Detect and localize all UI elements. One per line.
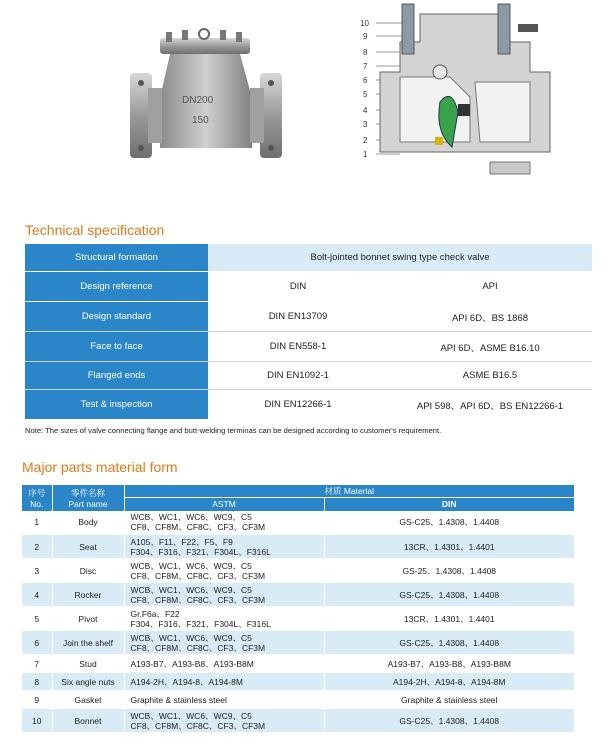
spec-value-din: DIN EN1092-1 [208, 362, 388, 389]
part-name: Pivot [52, 607, 124, 631]
tech-spec-title: Technical specification [25, 222, 165, 238]
valve-section-diagram [340, 2, 590, 180]
part-number: 3 [22, 559, 52, 583]
spec-value-din: DIN EN558-1 [208, 332, 388, 361]
astm-line-1: WCB、WC1、WC6、WC9、C5 [130, 584, 252, 595]
header-din: DIN [324, 498, 574, 511]
astm-line-1: Gr.F6a、F22 [130, 608, 180, 619]
astm-line-2: CF8、CF8M、CF8C、CF3、CF3M [130, 720, 266, 731]
table-row [22, 559, 574, 583]
astm-material [124, 709, 324, 733]
part-name: Stud [52, 655, 124, 673]
din-material: GS-25、1.4308、1.4408 [324, 559, 574, 583]
astm-line-1: WCB、WC1、WC6、WC9、C5 [130, 560, 252, 571]
astm-material [124, 691, 324, 709]
astm-material [124, 511, 324, 535]
astm-material [124, 535, 324, 559]
astm-line-1: WCB、WC1、WC6、WC9、C5 [130, 710, 252, 721]
valve-photo [120, 28, 305, 178]
table-row [22, 583, 574, 607]
astm-material [124, 631, 324, 655]
spec-value-din: DIN EN13709 [208, 302, 388, 331]
photo-text-class: 150 [192, 115, 209, 126]
spec-label: Face to face [25, 332, 208, 361]
header-name-cn: 零件名称 [70, 487, 105, 498]
astm-line-2: CF8、CF8M、CF8C、CF3、CF3M [130, 642, 266, 653]
spec-value-din: DIN [208, 272, 388, 301]
spec-row-reference [25, 272, 592, 302]
diagram-label-10: 10 [360, 19, 369, 28]
din-material: GS-C25、1.4308、1.4408 [324, 583, 574, 607]
table-row [22, 709, 574, 733]
diagram-label-9: 9 [363, 32, 368, 41]
diagram-label-3: 3 [363, 120, 368, 129]
parts-title: Major parts material form [22, 459, 178, 475]
part-name: Disc [52, 559, 124, 583]
table-row [22, 691, 574, 709]
table-row [22, 631, 574, 655]
part-number: 6 [22, 631, 52, 655]
astm-line-1: WCB、WC1、WC6、WC9、C5 [130, 512, 252, 523]
part-number: 5 [22, 607, 52, 631]
header-no-en: No. [30, 498, 44, 509]
table-row [22, 655, 574, 673]
astm-material [124, 673, 324, 691]
part-number: 2 [22, 535, 52, 559]
part-number: 9 [22, 691, 52, 709]
table-row [22, 673, 574, 691]
part-number: 4 [22, 583, 52, 607]
spec-row-flanged-ends [25, 362, 592, 390]
part-number: 7 [22, 655, 52, 673]
spec-note: Note: The sizes of valve connecting flange and butt-welding terminas can be designed according to customer's requirement. [25, 426, 442, 435]
header-material: 材质 Material [124, 485, 574, 498]
tech-spec-table [25, 244, 592, 420]
diagram-label-7: 7 [363, 62, 368, 71]
diagram-label-5: 5 [363, 90, 368, 99]
table-row [22, 607, 574, 631]
part-name: Body [52, 511, 124, 535]
din-material: A193-B7、A193-B8、A193-B8M [324, 655, 574, 673]
astm-material [124, 559, 324, 583]
spec-value-api: ASME B16.5 [388, 362, 592, 389]
astm-material [124, 655, 324, 673]
din-material: A194-2H、A194-8、A194-8M [324, 673, 574, 691]
din-material: 13CR、1.4301、1.4401 [324, 607, 574, 631]
spec-row-design-standard [25, 302, 592, 332]
astm-line-2: F304、F316、F321、F304L、F316L [130, 546, 271, 557]
diagram-label-6: 6 [363, 76, 368, 85]
din-material: GS-C25、1.4308、1.4408 [324, 709, 574, 733]
spec-value-api: API [388, 272, 592, 301]
spec-row-test-inspection [25, 390, 592, 420]
spec-row-structural [25, 244, 592, 272]
part-number: 10 [22, 709, 52, 733]
spec-row-face-to-face [25, 332, 592, 362]
diagram-label-4: 4 [363, 106, 368, 115]
astm-line-1: A193-B7、A193-B8、A193-B8M [130, 658, 254, 669]
part-name: Gasket [52, 691, 124, 709]
astm-line-2: CF8、CF8M、CF8C、CF3、CF3M [130, 570, 266, 581]
table-row [22, 535, 574, 559]
part-number: 8 [22, 673, 52, 691]
spec-label: Design reference [25, 272, 208, 301]
astm-material [124, 607, 324, 631]
diagram-label-1: 1 [363, 150, 368, 159]
part-name: Rocker [52, 583, 124, 607]
table-row [22, 511, 574, 535]
spec-label: Test & inspection [25, 390, 208, 419]
astm-line-2: CF8、CF8M、CF8C、CF3、CF3M [130, 522, 266, 533]
astm-line-2: CF8、CF8M、CF8C、CF3、CF3M [130, 594, 266, 605]
spec-value-api: API 6D、ASME B16.10 [388, 332, 592, 361]
spec-value-api: API 598、API 6D、BS EN12266-1 [388, 390, 592, 419]
spec-value-full: Bolt-jointed bonnet swing type check valve [208, 244, 592, 271]
diagram-label-2: 2 [363, 136, 368, 145]
spec-label: Flanged ends [25, 362, 208, 389]
photo-text-dn: DN200 [182, 95, 214, 106]
astm-line-1: WCB、WC1、WC6、WC9、C5 [130, 632, 252, 643]
din-material: GS-C25、1.4308、1.4408 [324, 511, 574, 535]
spec-label: Structural formation [25, 244, 208, 271]
part-name: Bonnet [52, 709, 124, 733]
part-name: Six angle nuts [52, 673, 124, 691]
din-material: 13CR、1.4301、1.4401 [324, 535, 574, 559]
part-name: Seat [52, 535, 124, 559]
astm-line-1: A194-2H、A194-8、A194-8M [130, 676, 243, 687]
header-no [22, 485, 52, 511]
header-part-name [52, 485, 124, 511]
astm-material [124, 583, 324, 607]
din-material: GS-C25、1.4308、1.4408 [324, 631, 574, 655]
parts-material-table [22, 485, 574, 733]
part-name: Join the shelf [52, 631, 124, 655]
astm-line-2: F304、F316、F321、F304L、F316L [130, 618, 271, 629]
part-number: 1 [22, 511, 52, 535]
header-name-en: Part name [68, 498, 108, 509]
astm-line-1: Graphite & stainless steel [130, 694, 227, 705]
spec-value-din: DIN EN12266-1 [208, 390, 388, 419]
spec-label: Design standard [25, 302, 208, 331]
astm-line-1: A105、F11、F22、F5、F9 [130, 536, 233, 547]
header-no-cn: 序号 [28, 487, 46, 498]
spec-value-api: API 6D、BS 1868 [388, 302, 592, 331]
din-material: Graphite & stainless steel [324, 691, 574, 709]
diagram-label-8: 8 [363, 48, 368, 57]
header-astm: ASTM [124, 498, 324, 511]
